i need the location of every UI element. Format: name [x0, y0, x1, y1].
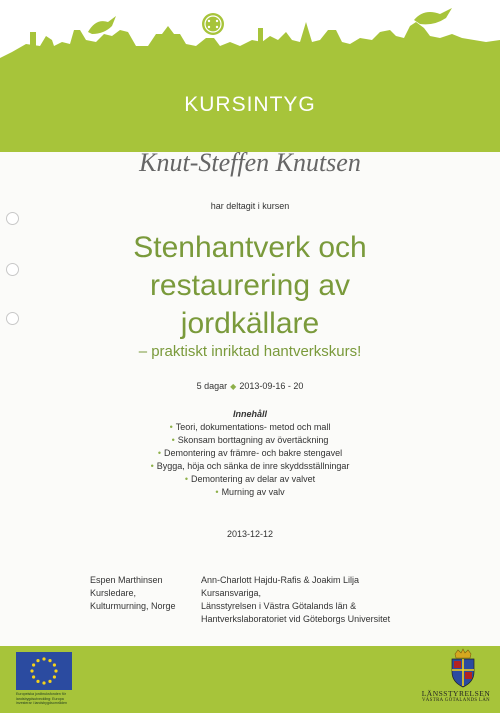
signature-line: Ann-Charlott Hajdu-Rafis & Joakim Lilja [201, 575, 360, 585]
signature-line: Kursansvariga, [201, 588, 262, 598]
list-item [0, 421, 500, 434]
list-item [0, 473, 500, 486]
signature-line: Länsstyrelsen i Västra Götalands län & [201, 601, 357, 611]
duration-days: 5 dagar [196, 381, 228, 391]
diamond-icon: ◆ [230, 382, 237, 391]
list-item [0, 460, 500, 473]
list-item [0, 447, 500, 460]
signature-line: Hantverkslaboratoriet vid Göteborgs Universitet [201, 614, 391, 624]
signature-line: Kulturmurning, Norge [90, 601, 176, 611]
bullet-icon: • [215, 487, 219, 497]
list-item [0, 486, 500, 499]
list-item-text: Teori, dokumentations- metod och mall [175, 422, 331, 432]
agency-logo-text [412, 689, 500, 704]
list-item-text: Bygga, höja och sänka de inre skyddsställningar [156, 461, 350, 471]
course-title [0, 229, 500, 343]
course-dates: 2013-09-16 - 20 [239, 381, 304, 391]
list-item-text: Murning av valv [221, 487, 285, 497]
header-band [0, 0, 500, 152]
eu-fund-line: investerar i landsbygdsområden [16, 701, 67, 706]
recipient-name: Knut-Steffen Knutsen [139, 148, 361, 177]
skyline-illustration [0, 0, 500, 70]
signature-line: Kursledare, [90, 588, 137, 598]
course-title-line: Stenhantverk och [133, 231, 367, 264]
course-subtitle: – praktiskt inriktad hantverkskurs! [138, 343, 362, 360]
course-title-line: jordkällare [180, 307, 320, 340]
bullet-icon: • [184, 474, 189, 484]
agency-name: LÄNSSTYRELSEN [421, 689, 491, 698]
bullet-icon: • [169, 422, 173, 432]
certificate-title: KURSINTYG [184, 93, 316, 116]
course-duration [0, 381, 500, 391]
attendance-statement: har deltagit i kursen [210, 201, 290, 211]
bullet-icon: • [171, 435, 175, 445]
contents-heading: Innehåll [232, 409, 267, 419]
coat-of-arms-icon [446, 648, 480, 688]
eu-fund-text [16, 692, 100, 706]
issue-date: 2013-12-12 [226, 529, 274, 539]
agency-region: VÄSTRA GÖTALANDS LÄN [421, 698, 491, 703]
signature-block-course-responsible [201, 574, 441, 626]
list-item-text: Skonsam borttagning av övertäckning [177, 435, 329, 445]
list-item-text: Demontering av delar av valvet [191, 474, 316, 484]
list-item-text: Demontering av främre- och bakre stengavel [164, 448, 343, 458]
contents-list [0, 421, 500, 499]
list-item [0, 434, 500, 447]
bullet-icon: • [157, 448, 162, 458]
eu-fund-line: Europeiska jordbruksfonden för [16, 692, 66, 696]
signature-line: Espen Marthinsen [90, 575, 163, 585]
eu-flag-icon [16, 652, 72, 690]
binder-hole [6, 212, 19, 225]
bullet-icon: • [150, 461, 154, 471]
eu-fund-line: landsbygdsutveckling: Europa [16, 696, 64, 701]
signature-block-course-leader [90, 574, 200, 613]
course-title-line: restaurering av [149, 269, 351, 302]
